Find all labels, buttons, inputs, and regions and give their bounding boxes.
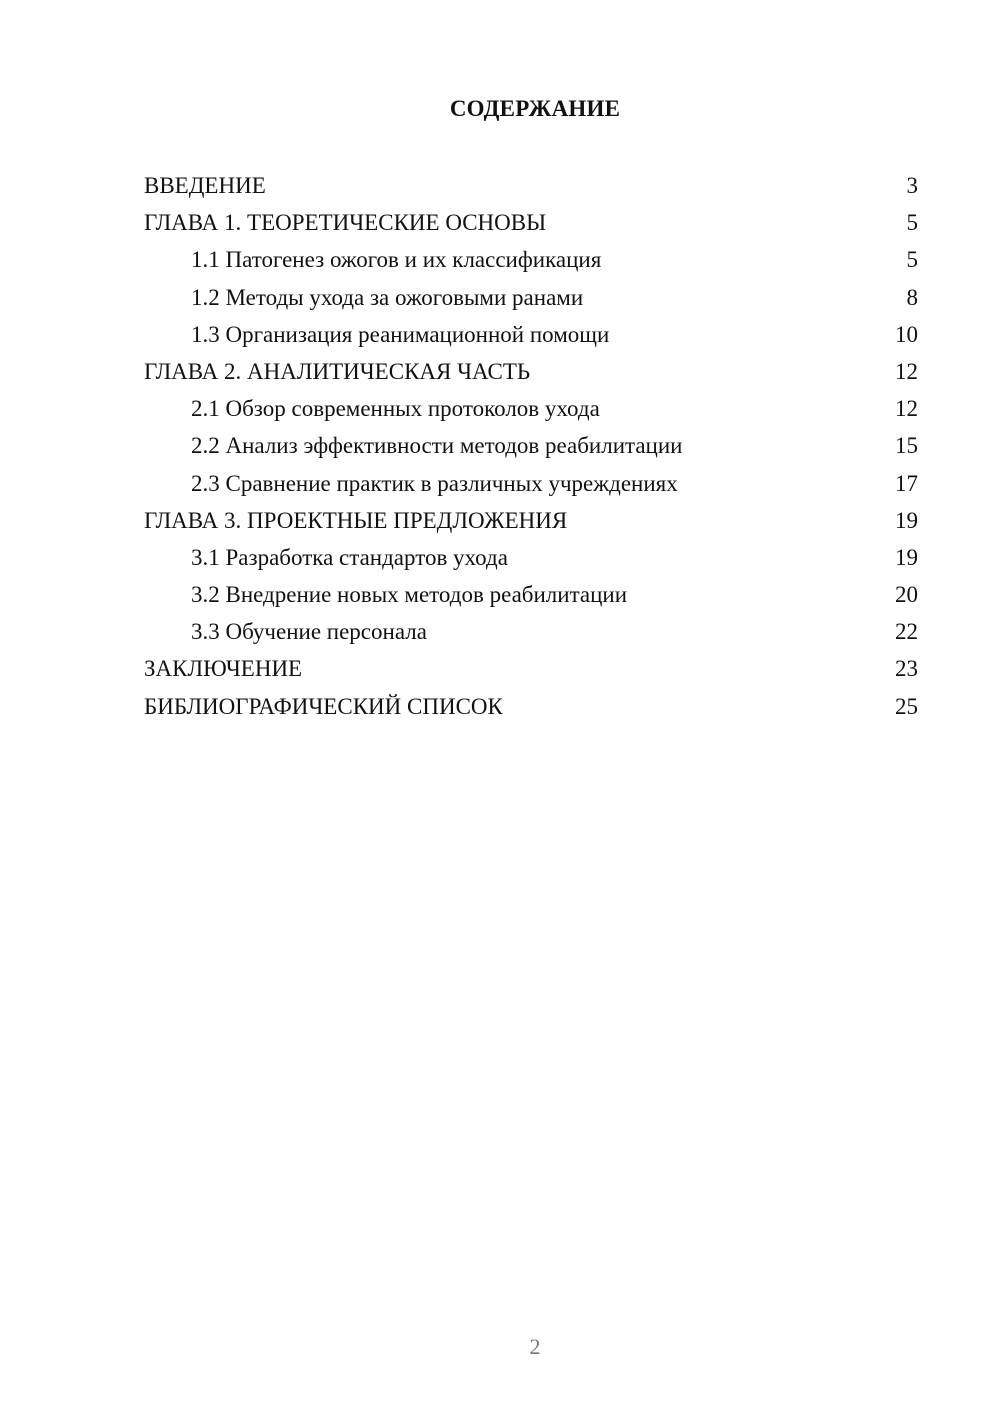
toc-entry-label: 1.3 Организация реанимационной помощи — [191, 321, 610, 347]
page-title: СОДЕРЖАНИЕ — [449, 96, 621, 121]
toc-entry-label: 1.1 Патогенез ожогов и их классификация — [191, 247, 602, 273]
toc-entry-label: ГЛАВА 1. ТЕОРЕТИЧЕСКИЕ ОСНОВЫ — [144, 210, 547, 236]
toc-entry-label: 3.2 Внедрение новых методов реабилитации — [191, 582, 628, 608]
toc-entry-label: 3.1 Разработка стандартов ухода — [191, 544, 508, 570]
toc-entry-label: ГЛАВА 3. ПРОЕКТНЫЕ ПРЕДЛОЖЕНИЯ — [144, 507, 568, 533]
toc-entry — [144, 353, 918, 390]
toc-entry-label: 2.2 Анализ эффективности методов реабилитации — [191, 433, 683, 459]
toc-entry — [144, 167, 918, 204]
toc-entry-label: 2.1 Обзор современных протоколов ухода — [191, 396, 600, 422]
toc-subentry — [144, 539, 918, 576]
toc-entry-page: 25 — [895, 693, 918, 719]
toc-subentry — [144, 390, 918, 427]
toc-entry — [144, 502, 918, 539]
toc-entry-label: ЗАКЛЮЧЕНИЕ — [144, 656, 303, 682]
toc-entry-page: 22 — [895, 619, 918, 645]
toc-entry-page: 15 — [895, 433, 918, 459]
toc-entry-page: 5 — [906, 210, 918, 236]
toc-entry — [144, 204, 918, 241]
toc-entry-label: 2.3 Сравнение практик в различных учреждениях — [191, 470, 678, 496]
toc-entry-page: 17 — [895, 470, 918, 496]
toc-subentry — [144, 279, 918, 316]
toc-subentry — [144, 241, 918, 278]
table-of-contents — [144, 167, 918, 725]
toc-subentry — [144, 465, 918, 502]
toc-entry-label: ВВЕДЕНИЕ — [144, 173, 266, 198]
toc-entry — [144, 650, 918, 687]
toc-subentry — [144, 316, 918, 353]
toc-entry-page: 12 — [895, 358, 918, 384]
toc-entry-label: БИБЛИОГРАФИЧЕСКИЙ СПИСОК — [144, 693, 503, 719]
toc-subentry — [144, 427, 918, 464]
toc-entry-page: 5 — [906, 247, 918, 273]
toc-subentry — [144, 576, 918, 613]
toc-entry-label: 3.3 Обучение персонала — [191, 619, 427, 645]
toc-entry-page: 12 — [895, 396, 918, 422]
toc-entry-label: 1.2 Методы ухода за ожоговыми ранами — [191, 284, 584, 310]
toc-entry-page: 20 — [895, 582, 918, 608]
toc-entry — [144, 688, 918, 725]
toc-entry-page: 8 — [906, 284, 918, 310]
toc-entry-page: 23 — [895, 656, 918, 682]
toc-entry-page: 19 — [895, 507, 918, 533]
toc-entry-page: 10 — [895, 321, 918, 347]
toc-entry-page: 3 — [906, 173, 918, 198]
toc-subentry — [144, 613, 918, 650]
page-number: 2 — [529, 1334, 541, 1359]
toc-entry-label: ГЛАВА 2. АНАЛИТИЧЕСКАЯ ЧАСТЬ — [144, 358, 531, 384]
toc-entry-page: 19 — [895, 544, 918, 570]
